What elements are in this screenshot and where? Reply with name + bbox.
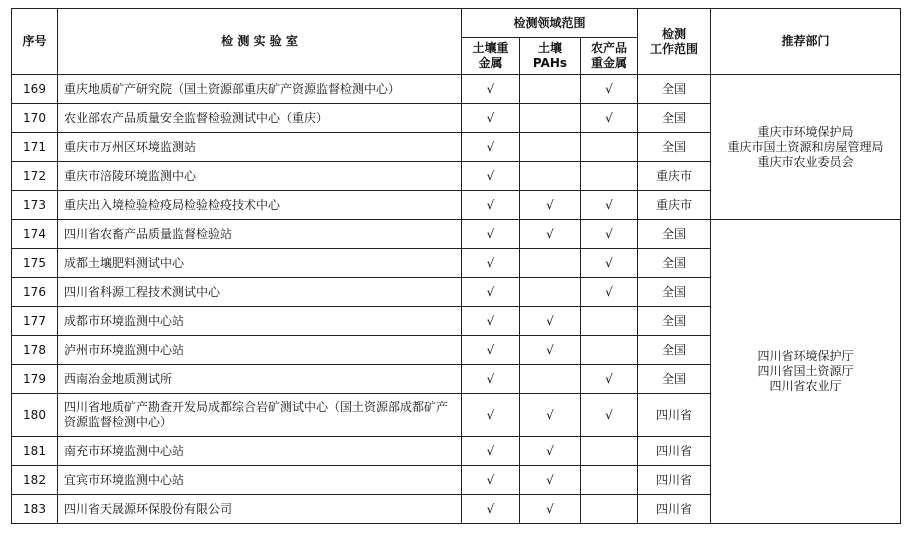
soil-pahs-cell [520, 75, 581, 104]
soil-pahs-cell: √ [520, 495, 581, 524]
agri-metal-cell: √ [581, 191, 638, 220]
agri-metal-cell: √ [581, 249, 638, 278]
agri-metal-cell: √ [581, 365, 638, 394]
scope-cell: 重庆市 [638, 191, 711, 220]
soil-pahs-cell: √ [520, 394, 581, 437]
soil-pahs-cell [520, 162, 581, 191]
soil-metal-cell: √ [462, 220, 520, 249]
agri-metal-cell [581, 307, 638, 336]
header-soil-metal [462, 38, 520, 75]
dept-group-sichuan [711, 220, 901, 524]
lab-name: 重庆市涪陵环境监测中心 [58, 162, 462, 191]
row-index: 178 [12, 336, 58, 365]
row-index: 179 [12, 365, 58, 394]
agri-metal-cell [581, 133, 638, 162]
row-index: 172 [12, 162, 58, 191]
soil-pahs-cell [520, 104, 581, 133]
scope-cell: 全国 [638, 307, 711, 336]
soil-pahs-cell [520, 133, 581, 162]
lab-name: 四川省农畜产品质量监督检验站 [58, 220, 462, 249]
soil-metal-cell: √ [462, 437, 520, 466]
row-index: 183 [12, 495, 58, 524]
header-soil-pahs [520, 38, 581, 75]
scope-cell: 全国 [638, 336, 711, 365]
row-index: 171 [12, 133, 58, 162]
scope-cell: 四川省 [638, 437, 711, 466]
row-index: 173 [12, 191, 58, 220]
agri-metal-cell: √ [581, 278, 638, 307]
lab-name: 重庆出入境检验检疫局检验检疫技术中心 [58, 191, 462, 220]
agri-metal-cell: √ [581, 220, 638, 249]
row-index: 177 [12, 307, 58, 336]
header-soil-pahs-line2: PAHs [532, 56, 568, 70]
row-index: 174 [12, 220, 58, 249]
row-index: 175 [12, 249, 58, 278]
scope-cell: 四川省 [638, 495, 711, 524]
soil-pahs-cell: √ [520, 437, 581, 466]
soil-metal-cell: √ [462, 104, 520, 133]
header-domain-group: 检测领域范围 [462, 9, 638, 38]
header-scope-line1: 检测 [662, 26, 687, 41]
scope-cell: 四川省 [638, 466, 711, 495]
row-index: 182 [12, 466, 58, 495]
soil-metal-cell: √ [462, 336, 520, 365]
dept-group-chongqing [711, 75, 901, 220]
lab-name: 成都土壤肥料测试中心 [58, 249, 462, 278]
header-agri-metal [581, 38, 638, 75]
scope-cell: 全国 [638, 365, 711, 394]
table-row [12, 75, 901, 104]
header-index: 序号 [12, 9, 58, 75]
soil-metal-cell: √ [462, 162, 520, 191]
soil-metal-cell: √ [462, 133, 520, 162]
soil-metal-cell: √ [462, 466, 520, 495]
agri-metal-cell [581, 495, 638, 524]
row-index: 170 [12, 104, 58, 133]
scope-cell: 全国 [638, 75, 711, 104]
agri-metal-cell [581, 437, 638, 466]
soil-metal-cell: √ [462, 191, 520, 220]
soil-metal-cell: √ [462, 495, 520, 524]
soil-metal-cell: √ [462, 307, 520, 336]
dept-line: 重庆市国土资源和房屋管理局 [727, 139, 884, 154]
dept-line: 重庆市农业委员会 [757, 154, 854, 169]
soil-pahs-cell: √ [520, 466, 581, 495]
soil-metal-cell: √ [462, 75, 520, 104]
lab-name: 泸州市环境监测中心站 [58, 336, 462, 365]
dept-line: 四川省国土资源厅 [757, 364, 854, 378]
lab-name: 农业部农产品质量安全监督检验测试中心（重庆） [58, 104, 462, 133]
soil-pahs-cell [520, 249, 581, 278]
header-scope-line2: 工作范围 [650, 41, 699, 56]
lab-name: 西南冶金地质测试所 [58, 365, 462, 394]
lab-name: 宜宾市环境监测中心站 [58, 466, 462, 495]
lab-name: 重庆地质矿产研究院（国土资源部重庆矿产资源监督检测中心） [58, 75, 462, 104]
soil-metal-cell: √ [462, 365, 520, 394]
scope-cell: 全国 [638, 278, 711, 307]
scope-cell: 全国 [638, 249, 711, 278]
scope-cell: 全国 [638, 220, 711, 249]
scope-cell: 四川省 [638, 394, 711, 437]
header-soil-pahs-line1: 土壤 [537, 41, 562, 55]
soil-pahs-cell: √ [520, 191, 581, 220]
agri-metal-cell [581, 162, 638, 191]
row-index: 181 [12, 437, 58, 466]
scope-cell: 全国 [638, 133, 711, 162]
soil-pahs-cell: √ [520, 307, 581, 336]
lab-name: 四川省天晟源环保股份有限公司 [58, 495, 462, 524]
header-scope [638, 9, 711, 75]
dept-line: 四川省环境保护厅 [757, 349, 854, 363]
agri-metal-cell: √ [581, 394, 638, 437]
laboratory-table [11, 8, 901, 524]
row-index: 169 [12, 75, 58, 104]
row-index: 180 [12, 394, 58, 437]
soil-pahs-cell [520, 278, 581, 307]
agri-metal-cell: √ [581, 104, 638, 133]
lab-name: 四川省地质矿产勘查开发局成都综合岩矿测试中心（国土资源部成都矿产资源监督检测中心） [58, 394, 462, 437]
soil-metal-cell: √ [462, 249, 520, 278]
agri-metal-cell [581, 336, 638, 365]
table-row [12, 220, 901, 249]
header-soil-metal-text: 土壤重金属 [472, 41, 509, 70]
lab-name: 成都市环境监测中心站 [58, 307, 462, 336]
scope-cell: 全国 [638, 104, 711, 133]
lab-name: 南充市环境监测中心站 [58, 437, 462, 466]
agri-metal-cell [581, 466, 638, 495]
header-dept: 推荐部门 [711, 9, 901, 75]
header-agri-metal-line2: 重金属 [591, 56, 628, 70]
lab-name: 四川省科源工程技术测试中心 [58, 278, 462, 307]
scope-cell: 重庆市 [638, 162, 711, 191]
soil-pahs-cell: √ [520, 336, 581, 365]
soil-pahs-cell [520, 365, 581, 394]
soil-metal-cell: √ [462, 394, 520, 437]
dept-line: 四川省农业厅 [769, 379, 842, 393]
agri-metal-cell: √ [581, 75, 638, 104]
soil-metal-cell: √ [462, 278, 520, 307]
soil-pahs-cell: √ [520, 220, 581, 249]
header-agri-metal-line1: 农产品 [591, 41, 628, 55]
lab-name: 重庆市万州区环境监测站 [58, 133, 462, 162]
header-lab: 检 测 实 验 室 [58, 9, 462, 75]
row-index: 176 [12, 278, 58, 307]
dept-line: 重庆市环境保护局 [757, 124, 854, 139]
